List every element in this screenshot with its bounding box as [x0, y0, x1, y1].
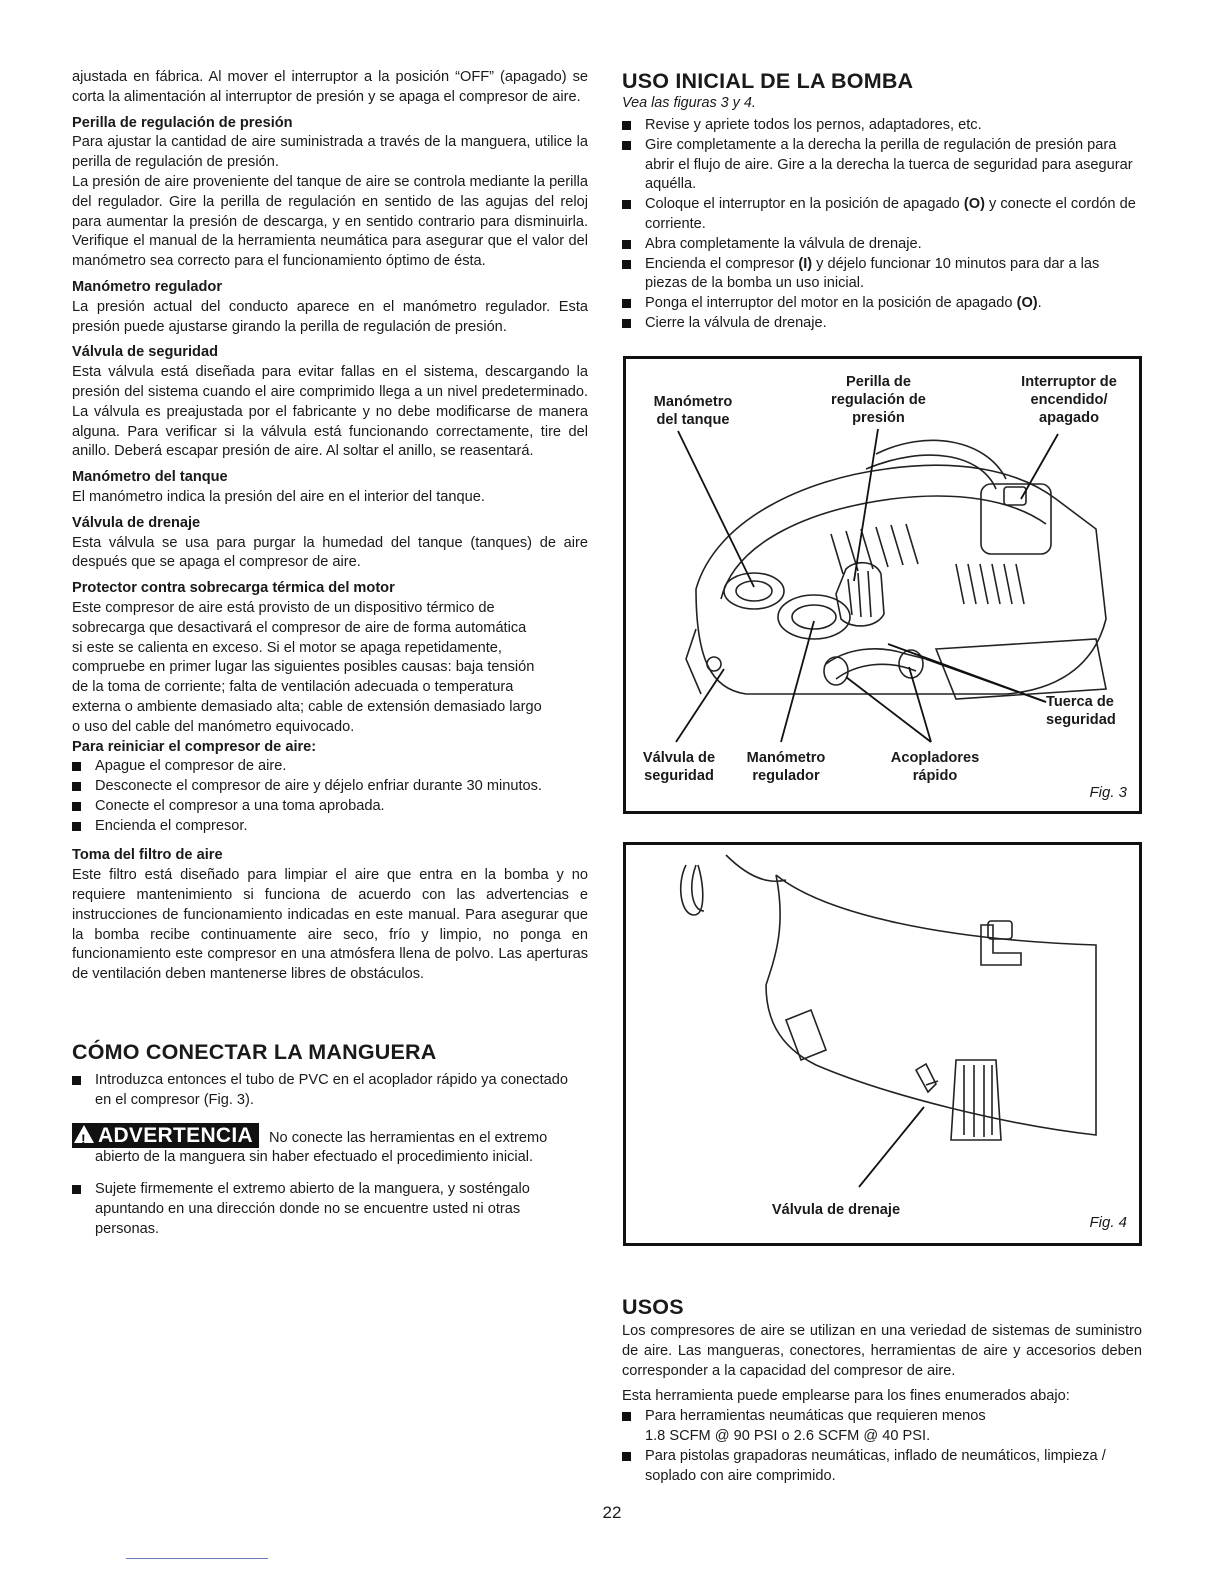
hose-list-2 [72, 1180, 588, 1239]
label-line: Tuerca de [1046, 694, 1114, 710]
section-title-pressure-knob: Perilla de regulación de presión [72, 114, 293, 131]
list-item [622, 195, 1142, 235]
uses-list [622, 1407, 1142, 1486]
text-bold: (I) [798, 255, 813, 272]
heading-connect-hose: CÓMO CONECTAR LA MANGUERA [72, 1040, 437, 1065]
text-line: Para herramientas neumáticas que requieren menos [645, 1408, 986, 1425]
label-line: apagado [1038, 410, 1099, 426]
label-line: seguridad [1046, 712, 1116, 728]
section-text: Este filtro está diseñado para limpiar el aire que entra en la bomba y no requiere mantenimiento si funciona de acuerdo con las advertencias e instrucciones de funcionamiento indicadas en este manual. Para asegurar que la bomba recibe continuamente aire seco, frío y limpio, no ponga en funcionamiento este compresor en una atmósfera llena de polvo. Las aperturas de ventilación deben mantenerse libres de obstáculos. [72, 867, 588, 983]
thermal-text [72, 599, 588, 738]
left-column [72, 68, 588, 1240]
warning-block [72, 1123, 588, 1169]
warning-text: No conecte las herramientas en el extremo abierto de la manguera sin haber efectuado el procedimiento inicial. [95, 1129, 548, 1166]
label-line: Perilla de [846, 374, 911, 390]
reset-title: Para reiniciar el compresor de aire: [72, 738, 317, 755]
warning-badge [72, 1123, 259, 1148]
heading-initial-use: USO INICIAL DE LA BOMBA [622, 69, 914, 93]
text-line: sobrecarga que desactivará el compresor de aire de forma automática [72, 619, 527, 636]
footer-rule [126, 1558, 268, 1559]
hose-list [72, 1071, 588, 1111]
list-item: Gire completamente a la derecha la perilla de regulación de presión para abrir el flujo de aire. Gire a la derecha la tuerca de seguridad para asegurar aquélla. [622, 136, 1142, 195]
label-drain-valve: Válvula de drenaje [771, 1202, 901, 1218]
intro-paragraph: ajustada en fábrica. Al mover el interruptor a la posición “OFF” (apagado) se corta la alimentación al interruptor de presión y se apaga el compresor de aire. [72, 69, 588, 105]
section-text: La presión de aire proveniente del tanque de aire se controla mediante la perilla del regulador. Gire la perilla de regulación en sentido de las agujas del reloj para aumentar la presión de descarga, y en sentido contrario para disminuirla. Verifique el manual de la herramienta neumática para asegurar que el valor del manómetro sea correcto para el funcionamiento óptimo de ésta. [72, 173, 588, 270]
initial-use-list [622, 116, 1142, 334]
label-switch [1004, 373, 1134, 427]
text-part: Ponga el interruptor del motor en la posición de apagado [645, 295, 1017, 312]
right-column [622, 68, 1142, 334]
list-item: Conecte el compresor a una toma aprobada. [72, 797, 588, 817]
label-line: Válvula de [642, 750, 716, 766]
section-text: Para ajustar la cantidad de aire suministrada a través de la manguera, utilice la perilla de regulación de presión. [72, 134, 588, 171]
figure-3-caption: Fig. 3 [1089, 784, 1127, 801]
label-line: encendido/ [1030, 392, 1108, 408]
figure-3 [623, 356, 1142, 814]
section-text: La presión actual del conducto aparece en el manómetro regulador. Esta presión puede ajustarse girando la perilla de regulación de presión. [72, 298, 588, 335]
list-item: Desconecte el compresor de aire y déjelo enfriar durante 30 minutos. [72, 777, 588, 797]
uses-paragraph-2: Esta herramienta puede emplearse para los fines enumerados abajo: [622, 1388, 1070, 1405]
section-title-air-filter: Toma del filtro de aire [72, 847, 223, 864]
uses-section [622, 1294, 1142, 1486]
section-title-regulator-gauge: Manómetro regulador [72, 278, 223, 295]
list-item: Apague el compresor de aire. [72, 757, 588, 777]
label-line: Manómetro [746, 750, 826, 766]
text-part: y déjelo funcionar 10 minutos para dar a las piezas de la bomba un uso inicial. [645, 255, 1100, 292]
list-item: Revise y apriete todos los pernos, adaptadores, etc. [622, 116, 1142, 136]
section-text: El manómetro indica la presión del aire en el interior del tanque. [72, 488, 485, 505]
text-line: externa o ambiente demasiado alta; cable de extensión demasiado largo [72, 698, 542, 715]
text-bold: (O) [963, 196, 985, 213]
label-line: presión [852, 410, 905, 426]
text-part: . [1037, 295, 1042, 312]
text-part: Coloque el interruptor en la posición de apagado [645, 196, 964, 213]
label-line: regulador [752, 768, 820, 784]
label-line: Interruptor de [1021, 374, 1117, 390]
warning-label: ADVERTENCIA [98, 1123, 253, 1147]
section-text: Esta válvula está diseñada para evitar fallas en el sistema, descargando la presión del sistema cuando el aire comprimido llega a un nivel predeterminado. La válvula es preajustada por el fabricante y no debe modificarse de manera alguna. Para verificar si la válvula está funcionando correctamente, tire del anillo. Deberá escapar presión de aire. Al soltar el anillo, se reasentará. [72, 364, 588, 460]
section-title-drain-valve: Válvula de drenaje [72, 514, 201, 531]
warning-icon [74, 1125, 94, 1143]
section-title-safety-valve: Válvula de seguridad [72, 344, 218, 361]
see-figures: Vea las figuras 3 y 4. [622, 95, 756, 111]
label-safety-valve [630, 749, 728, 785]
list-item: Introduzca entonces el tubo de PVC en el acoplador rápido ya conectado en el compresor (Fig. 3). [72, 1071, 588, 1111]
label-lock-nut [1046, 693, 1136, 729]
figure-4 [623, 842, 1142, 1246]
section-title-thermal-protector: Protector contra sobrecarga térmica del motor [72, 580, 395, 597]
section-title-tank-gauge: Manómetro del tanque [72, 469, 228, 486]
label-line: del tanque [656, 412, 730, 428]
text-line: o uso del cable del manómetro equivocado. [72, 718, 355, 735]
list-item: Cierre la válvula de drenaje. [622, 314, 1142, 334]
list-item: Abra completamente la válvula de drenaje. [622, 235, 1142, 255]
text-line: si este se calienta en exceso. Si el motor se apaga repetidamente, [72, 639, 502, 656]
text-part: y conecte el cordón de corriente. [645, 196, 1136, 232]
section-text: Esta válvula se usa para purgar la humedad del tanque (tanques) de aire después que se apaga el compresor de aire. [72, 534, 588, 571]
text-bold: (O) [1016, 295, 1038, 312]
page-number: 22 [602, 1503, 622, 1522]
text-line: compruebe en primer lugar las siguientes posibles causas: baja tensión [72, 659, 535, 676]
label-line: Acopladores [890, 750, 980, 766]
label-line: regulación de [831, 392, 926, 408]
label-line: rápido [912, 768, 958, 784]
figure-4-caption: Fig. 4 [1089, 1214, 1127, 1231]
heading-uses: USOS [622, 1295, 684, 1319]
label-line: Manómetro [653, 394, 733, 410]
list-item: Para pistolas grapadoras neumáticas, inflado de neumáticos, limpieza / soplado con aire comprimido. [622, 1447, 1142, 1487]
list-item: Sujete firmemente el extremo abierto de la manguera, y sosténgalo apuntando en una dirección donde no se encuentre usted ni otras personas. [72, 1180, 588, 1239]
label-line: seguridad [644, 768, 714, 784]
label-regulator-gauge [736, 749, 836, 785]
list-item: Encienda el compresor. [72, 817, 588, 837]
reset-list [72, 757, 588, 836]
label-tank-gauge [638, 393, 748, 429]
tank-drain-illustration [626, 845, 1139, 1243]
text-line: de la toma de corriente; falta de ventilación adecuada o temperatura [72, 679, 514, 696]
text-line: Este compresor de aire está provisto de un dispositivo térmico de [72, 599, 495, 616]
list-item [622, 255, 1142, 295]
label-couplers [882, 749, 988, 785]
uses-paragraph-1: Los compresores de aire se utilizan en una veriedad de sistemas de suministro de aire. Las mangueras, conectores, herramientas de aire y accesorios deben corresponder a la capacidad del compresor de aire. [622, 1323, 1142, 1379]
list-item [622, 294, 1142, 314]
label-pressure-knob [816, 373, 941, 427]
text-part: Encienda el compresor [645, 255, 799, 272]
text-line: 1.8 SCFM @ 90 PSI o 2.6 SCFM @ 40 PSI. [645, 1427, 931, 1444]
list-item [622, 1407, 1142, 1447]
